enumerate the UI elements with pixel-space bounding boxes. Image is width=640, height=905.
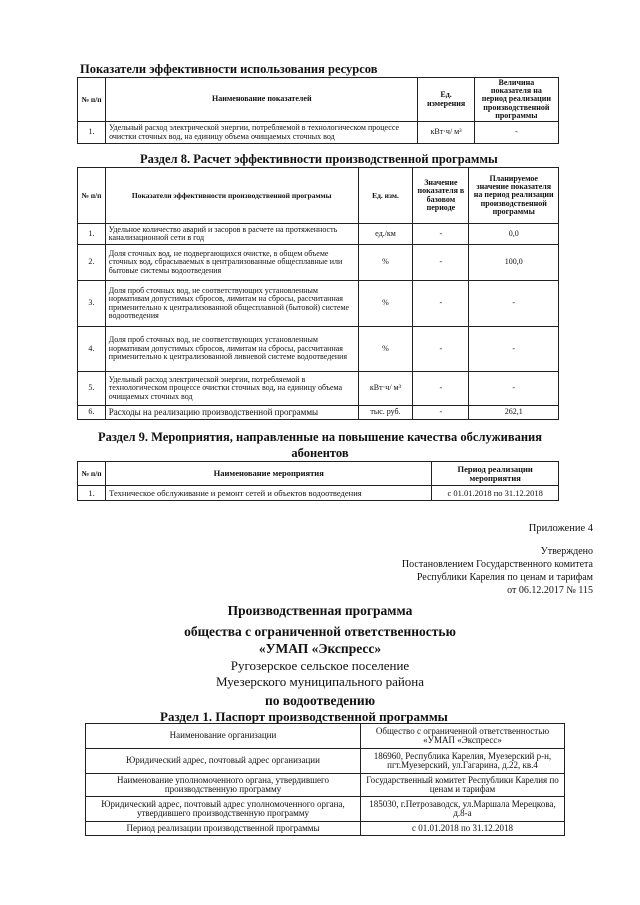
- col-indicator: Наименование показателей: [106, 78, 418, 122]
- approval-line: от 06.12.2017 № 115: [507, 585, 593, 596]
- cell: -: [413, 372, 469, 406]
- program-company-name: «УМАП «Экспресс»: [258, 641, 382, 656]
- cell: -: [474, 122, 558, 144]
- approval-line: Утверждено: [540, 546, 593, 557]
- table-row: [86, 822, 565, 836]
- cell: Доля проб сточных вод, не соответствующих установленным нормативам допустимых сбросов, лимитам на сбросы, рассчитанная применительно к централизованной общесплавной (бытовой) системе водоотведения: [105, 281, 358, 327]
- table-row: [78, 406, 559, 420]
- cell: Удельный расход электрической энергии, потребляемой в технологическом процессе очистки сточных вод, на единицу объема очищаемых сточных вод: [106, 122, 418, 144]
- cell: 0,0: [469, 224, 559, 245]
- cell: Удельный расход электрической энергии, потребляемой в технологическом процессе очистки сточных вод, на единицу объема очищаемых сточных вод: [105, 372, 358, 406]
- col-base: Значение показателя в базовом периоде: [413, 168, 469, 224]
- cell: кВт·ч/ м³: [358, 372, 413, 406]
- cell: Общество с ограниченной ответственностью «УМАП «Экспресс»: [361, 724, 565, 749]
- cell: кВт·ч/ м³: [418, 122, 474, 144]
- cell: Юридический адрес, почтовый адрес организации: [86, 749, 361, 774]
- passport-table: [85, 723, 565, 836]
- program-title: Производственная программа: [227, 603, 413, 618]
- cell: -: [413, 245, 469, 281]
- resources-table: [77, 77, 559, 144]
- cell: -: [413, 281, 469, 327]
- program-settlement: Ругозерское сельское поселение: [230, 658, 410, 673]
- col-number: № п/п: [78, 462, 106, 486]
- table-row: [86, 749, 565, 774]
- approval-block: [402, 545, 593, 597]
- cell: -: [413, 224, 469, 245]
- table-row: [78, 245, 559, 281]
- cell: -: [413, 406, 469, 420]
- section9-title-line2: абонентов: [291, 446, 349, 460]
- approval-line: Республики Карелия по ценам и тарифам: [416, 572, 593, 583]
- cell: 185030, г.Петрозаводск, ул.Маршала Мерецкова, д.8-а: [361, 797, 565, 822]
- cell: 262,1: [469, 406, 559, 420]
- cell: 2.: [78, 245, 106, 281]
- cell: 3.: [78, 281, 106, 327]
- cell: Техническое обслуживание и ремонт сетей и объектов водоотведения: [106, 486, 432, 501]
- cell: Государственный комитет Республики Карелия по ценам и тарифам: [361, 774, 565, 797]
- cell: 5.: [78, 372, 106, 406]
- table-row: [78, 486, 559, 501]
- table-row: [86, 774, 565, 797]
- cell: ед./км: [358, 224, 413, 245]
- table-row: [78, 281, 559, 327]
- col-unit: Ед. изм.: [358, 168, 413, 224]
- col-planned: Планируемое значение показателя на период реализации производственной программы: [469, 168, 559, 224]
- program-district: Муезерского муниципального района: [215, 674, 425, 689]
- cell: с 01.01.2018 по 31.12.2018: [361, 822, 565, 836]
- cell: Юридический адрес, почтовый адрес уполномоченного органа, утвердившего производственную программу: [86, 797, 361, 822]
- section1-title: Раздел 1. Паспорт производственной программы: [160, 709, 448, 724]
- cell: 6.: [78, 406, 106, 420]
- cell: 1.: [78, 224, 106, 245]
- table-row: [86, 724, 565, 749]
- cell: 100,0: [469, 245, 559, 281]
- col-number: № п/п: [78, 78, 106, 122]
- cell: 1.: [78, 486, 106, 501]
- approval-line: Постановлением Государственного комитета: [401, 559, 593, 570]
- cell: Доля сточных вод, не подвергающихся очистке, в общем объеме сточных вод, сбрасываемых в централизованные общесплавные или бытовые системы водоотведения: [105, 245, 358, 281]
- cell: Период реализации производственной программы: [86, 822, 361, 836]
- cell: Доля проб сточных вод, не соответствующих установленным нормативам допустимых сбросов, лимитам на сбросы, рассчитанная применительно к централизованной ливневой системе водоотведения: [105, 327, 358, 372]
- cell: с 01.01.2018 по 31.12.2018: [432, 486, 559, 501]
- table-row: [78, 122, 559, 144]
- program-company-type: общества с ограниченной ответственностью: [184, 624, 456, 639]
- cell: Наименование уполномоченного органа, утвердившего производственную программу: [86, 774, 361, 797]
- cell: 4.: [78, 327, 106, 372]
- cell: -: [469, 327, 559, 372]
- table-row: [78, 372, 559, 406]
- cell: тыс. руб.: [358, 406, 413, 420]
- table-row: [86, 797, 565, 822]
- cell: %: [358, 245, 413, 281]
- cell: 186960, Республика Карелия, Муезерский р-н, пгт.Муезерский, ул.Гагарина, д.22, кв.4: [361, 749, 565, 774]
- cell: -: [469, 281, 559, 327]
- col-period: Период реализации мероприятия: [432, 462, 559, 486]
- program-subject: по водоотведению: [264, 693, 376, 708]
- table-row: [78, 224, 559, 245]
- col-number: № п/п: [78, 168, 106, 224]
- section8-table: [77, 167, 559, 420]
- section9-table: [77, 461, 559, 501]
- cell: -: [413, 327, 469, 372]
- resources-title: Показатели эффективности использования ресурсов: [80, 62, 378, 76]
- cell: Расходы на реализацию производственной программы: [105, 406, 358, 420]
- col-indicator: Показатели эффективности производственной программы: [105, 168, 358, 224]
- section9-title-line1: Раздел 9. Мероприятия, направленные на повышение качества обслуживания: [97, 430, 543, 444]
- section8-title: Раздел 8. Расчет эффективности производственной программы: [140, 152, 498, 166]
- cell: %: [358, 327, 413, 372]
- cell: -: [469, 372, 559, 406]
- table-row: [78, 327, 559, 372]
- cell: %: [358, 281, 413, 327]
- col-activity: Наименование мероприятия: [106, 462, 432, 486]
- cell: 1.: [78, 122, 106, 144]
- col-unit: Ед. измерения: [418, 78, 474, 122]
- col-value: Величина показателя на период реализации производственной программы: [474, 78, 558, 122]
- appendix-label: Приложение 4: [528, 523, 593, 534]
- cell: Наименование организации: [86, 724, 361, 749]
- cell: Удельное количество аварий и засоров в расчете на протяженность канализационной сети в год: [105, 224, 358, 245]
